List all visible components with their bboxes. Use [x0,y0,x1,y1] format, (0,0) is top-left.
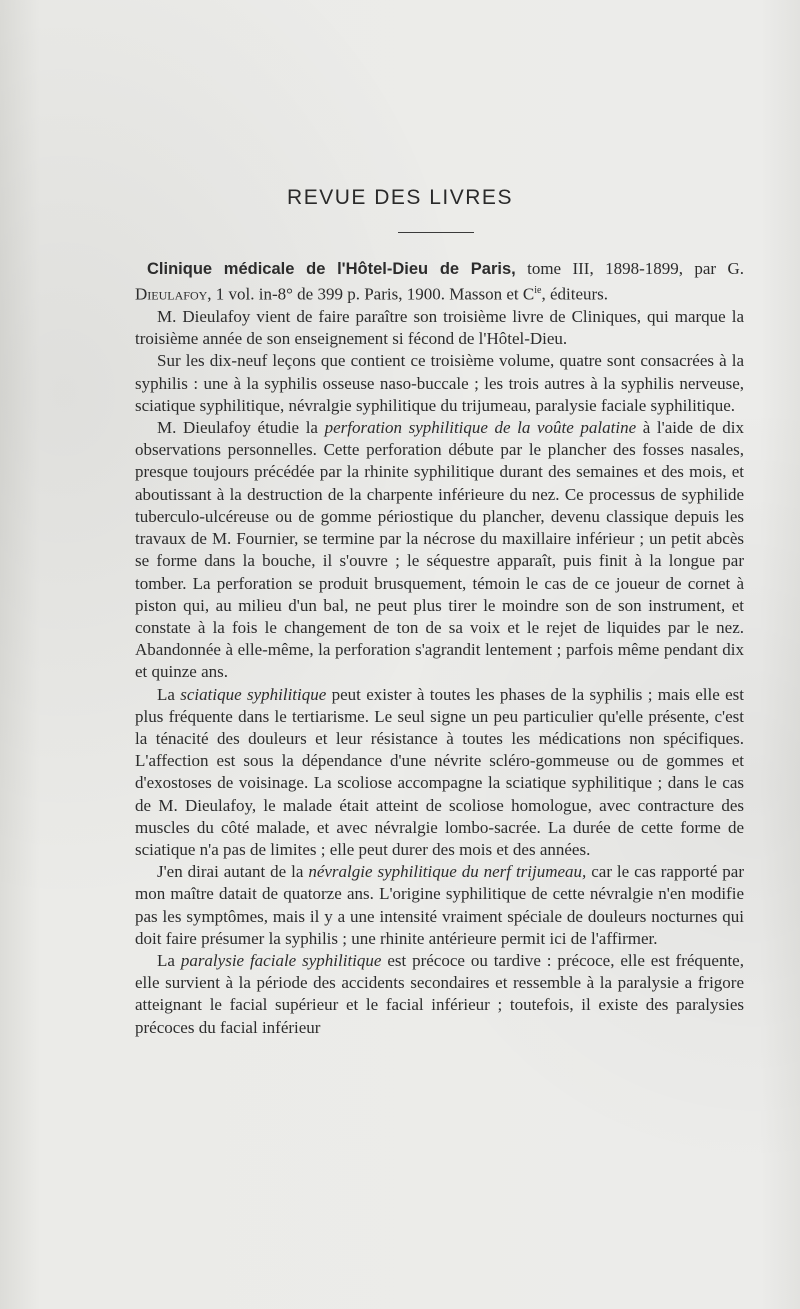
author-name: Dieulafoy [135,284,208,304]
book-title: Clinique médicale de l'Hôtel-Dieu de Paris, [147,260,516,278]
paragraph-2: Sur les dix-neuf leçons que contient ce troisième volume, quatre sont consacrées à la syphilis : une à la syphilis osseuse naso-buccale ; les trois autres à la syphilis nerveuse, sciatique syphilitique, névralgie syphilitique du trijumeau, paralysie faciale syphilitique. [135,351,744,415]
p3-emphasis: perforation syphilitique de la voûte palatine [324,418,637,438]
p6-start: La [157,950,181,970]
p6-emphasis: paralysie faciale syphilitique [180,950,382,970]
citation-publisher: , 1 vol. in-8° de 399 p. Paris, 1900. Masson et C [207,284,535,304]
paragraph-5 [135,861,744,950]
section-heading: REVUE DES LIVRES [287,186,513,209]
p6-rest: est précoce ou tardive : précoce, elle est fréquente, elle survient à la période des accidents secondaires et ressemble à la paralysie a frigore atteignant le facial supérieur et le facial inférieur ; toutefois, il existe des paralysies précoces du facial inférieur [135,950,744,1037]
citation-end: , éditeurs. [541,284,609,304]
p4-rest: peut exister à toutes les phases de la syphilis ; mais elle est plus fréquente dans le tertiarisme. Le seul signe un peu particulier qu'elle présente, c'est la ténacité des douleurs et leur résistance à toutes les médications non spécifiques. L'affection est sous la dépendance d'une névrite scléro-gommeuse ou de gommes et d'exostoses de voisinage. La scoliose accompagne la sciatique syphilitique ; dans le cas de M. Dieulafoy, le malade était atteint de scoliose homologue, avec contracture des muscles du côté malade, et avec névralgie lombo-sacrée. La durée de cette forme de sciatique n'a pas de limites ; elle peut durer des mois et des années. [135,684,744,859]
paragraph-3 [135,417,744,683]
p5-emphasis: névralgie syphilitique du nerf trijumeau, [308,862,587,882]
p3-start: M. Dieulafoy étudie la [157,418,325,438]
review-text [135,258,744,1039]
citation-details: tome III, 1898-1899, par G. [515,259,744,278]
p5-start: J'en dirai autant de la [157,862,309,882]
heading-rule [398,232,474,233]
p4-start: La [157,684,181,704]
paragraph-6 [135,950,744,1039]
citation-sup: ie [534,285,542,297]
review-citation [135,258,744,306]
p4-emphasis: sciatique syphilitique [180,684,327,704]
p3-rest: à l'aide de dix observations personnelles. Cette perforation débute par le plancher des fosses nasales, presque toujours précédée par la rhinite syphilitique durant des semaines et des mois, et aboutissant à la destruction de la charpente inférieure du nez. Ce processus de syphilide tuberculo-ulcéreuse ou de gomme périostique du plancher, devenu classique depuis les travaux de M. Fournier, se termine par la nécrose du maxillaire inférieur ; un petit abcès se forme dans la bouche, il s'ouvre ; le séquestre apparaît, puis finit à la longue par tomber. La perforation se produit brusquement, témoin le cas de ce joueur de cornet à piston qui, au milieu d'un bal, ne peut plus tirer le moindre son de son instrument, et constate à la fois le changement de ton de sa voix et le rejet de liquides par le nez. Abandonnée à elle-même, la perforation s'agrandit lentement ; parfois même pendant dix et quinze ans. [135,418,744,682]
paragraph-1: M. Dieulafoy vient de faire paraître son troisième livre de Cliniques, qui marque la troisième année de son enseignement si fécond de l'Hôtel-Dieu. [135,307,744,349]
paragraph-4 [135,684,744,862]
p5-rest: car le cas rapporté par mon maître datait de quatorze ans. L'origine syphilitique de cette névralgie n'en modifie pas les symptômes, mais il y a une intensité vraiment spéciale de douleurs nocturnes qui doit faire présumer la syphilis ; une rhinite antérieure permit ici de l'affirmer. [135,862,744,948]
